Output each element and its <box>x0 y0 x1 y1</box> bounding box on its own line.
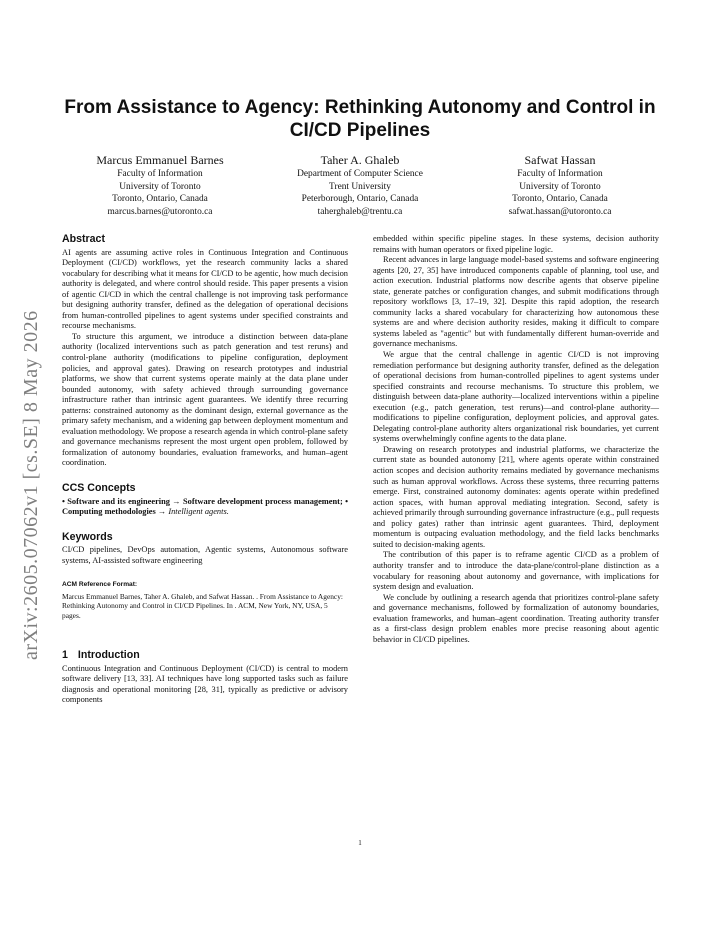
right-column <box>373 234 659 645</box>
keywords-text: CI/CD pipelines, DevOps automation, Agentic systems, Autonomous software systems, AI-assisted software engineering <box>62 545 348 565</box>
left-column <box>62 234 348 706</box>
author-organization: University of Toronto <box>119 181 201 192</box>
page-number: 1 <box>358 839 362 847</box>
intro-paragraph: The contribution of this paper is to reframe agentic CI/CD as a problem of authority transfer and to introduce the data-plane/control-plane distinction as a vocabulary for reasoning about autonomy and governance, with implications for system design and evaluation. <box>373 550 659 592</box>
ccs-text-italic: Intelligent agents. <box>168 507 229 517</box>
author-location: Toronto, Ontario, Canada <box>512 194 608 204</box>
author-organization: Trent University <box>329 181 391 192</box>
intro-paragraph: Continuous Integration and Continuous Deployment (CI/CD) is central to modern software delivery [13, 33]. AI techniques have long supported tasks such as failure diagnosis and operational monitoring [28, 31], typically as predictive or advisory components <box>62 663 348 705</box>
ccs-section <box>62 483 348 518</box>
author-name: Taher A. Ghaleb <box>320 153 400 167</box>
keywords-heading: Keywords <box>62 530 113 543</box>
abstract-paragraph: AI agents are assuming active roles in Continuous Integration and Continuous Deployment (CI/CD) workflows, yet the research community lacks a shared vocabulary for describing what it means for CI/CD to be agentic, how much decision authority is delegated, and where control should reside. This paper presents a vision of agentic CI/CD in which the central challenge is not improving task performance but designing authority transfer, defined as the delegation of operational decisions from human-controlled pipelines to agent systems under specified constraints and recourse mechanisms. <box>62 247 348 331</box>
intro-paragraph: Recent advances in large language model-based systems and software engineering agents [20, 27, 35] have introduced components capable of planning, tool use, and action execution. Industrial platforms now describe agents that observe pipeline state, generate patches or configuration changes, and submit modifications through repository workflows [3, 17–19, 32]. Despite this rapid adoption, the research community lacks a shared vocabulary for characterizing how autonomous these systems are and where decision authority resides, making it difficult to compare systems labeled as "agentic" but with fundamentally different human-override and governance mechanisms. <box>373 255 659 349</box>
intro-paragraph: Drawing on research prototypes and industrial platforms, we characterize the current state as bounded autonomy [21], where agents operate within constrained action scopes and decision authority remains mediated by governance mechanisms such as human approval workflows. Across these systems, three recurring patterns emerge. First, constrained autonomy dominates: agents operate within predefined action spaces, with human approval mediating integration. Second, safety is achieved primarily through surrounding governance infrastructure (e.g., pull requests and policy gates) rather than intrinsic agent guarantees. Third, deployment momentum is outpacing evaluation methodology, and the field lacks benchmarks suited to decision-making agents. <box>373 444 659 549</box>
abstract-heading: Abstract <box>62 233 105 245</box>
author-3 <box>460 153 660 218</box>
author-email[interactable]: marcus.barnes@utoronto.ca <box>107 206 213 217</box>
section-number: 1 <box>62 649 68 662</box>
ccs-concepts <box>62 497 348 518</box>
intro-paragraph: We argue that the central challenge in agentic CI/CD is not improving remediation performance but designing authority transfer, defined as the delegation of operational decisions from human-controlled pipelines to agent systems under specified constraints and recourse mechanisms. To structure this problem, we distinguish between data-plane authority—localized interventions within a pipeline execution (e.g., patch generation, test reruns)—and control-plane authority—modifications to pipeline configuration, deployment policies, and approval gates. Delegating control-plane authority alters organizational risk boundaries, yet current systems overwhelmingly confine agents to the data plane. <box>373 350 659 444</box>
keywords-section <box>62 532 348 567</box>
acm-reference-text: Marcus Emmanuel Barnes, Taher A. Ghaleb, and Safwat Hassan. . From Assistance to Agency: Rethinking Autonomy and Control in CI/CD Pipelines. In . ACM, New York, NY, USA, 5 pages. <box>62 591 343 620</box>
author-organization: University of Toronto <box>519 181 601 192</box>
author-department: Faculty of Information <box>517 169 603 179</box>
abstract-paragraph: To structure this argument, we introduce a distinction between data-plane authority (localized interventions such as patch generation and test reruns) and control-plane authority (modifications to pipeline configuration, deployment policies, and approval gates). Drawing on research prototypes and industrial platforms, we show that current systems operate mainly at the data plane under bounded autonomy, with safety achieved through surrounding governance infrastructure rather than intrinsic agent guarantees. We identify three recurring patterns: constrained autonomy as the dominant design, external governance as the primary safety mechanism, and a widening gap between deployment momentum and evaluation methodology. We propose a research agenda in which control-plane safety and governance mechanisms represent the most urgent open problem, followed by formalization of autonomy boundaries, evaluation frameworks, and human–agent coordination. <box>62 331 348 468</box>
author-name: Marcus Emmanuel Barnes <box>96 153 224 167</box>
author-email[interactable]: safwat.hassan@utoronto.ca <box>508 206 612 217</box>
section-title: Introduction <box>77 649 140 662</box>
arxiv-identifier: arXiv:2605.07062v1 [cs.SE] 8 May 2026 <box>20 310 42 660</box>
ccs-heading: CCS Concepts <box>62 482 136 495</box>
introduction-heading <box>62 650 348 661</box>
author-location: Peterborough, Ontario, Canada <box>301 194 419 204</box>
author-name: Safwat Hassan <box>524 153 596 167</box>
author-department: Department of Computer Science <box>297 169 423 179</box>
author-department: Faculty of Information <box>117 169 203 179</box>
author-1 <box>60 153 260 218</box>
author-location: Toronto, Ontario, Canada <box>112 194 208 204</box>
author-2 <box>260 153 460 218</box>
intro-paragraph: We conclude by outlining a research agenda that prioritizes control-plane safety and governance mechanisms, followed by formalization of autonomy boundaries, evaluation frameworks, and human–agent coordination. Treating authority transfer as a first-class design problem enables more precise reasoning about agentic behavior in CI/CD pipelines. <box>373 592 659 644</box>
acm-reference-heading: ACM Reference Format: <box>62 581 138 589</box>
abstract-section <box>62 234 348 469</box>
paper-title: From Assistance to Agency: Rethinking Autonomy and Control in CI/CD Pipelines <box>64 97 656 141</box>
ccs-text: • Software and its engineering → Software development process management; • Computing methodologies → <box>62 496 348 517</box>
author-email[interactable]: taherghaleb@trentu.ca <box>317 206 403 217</box>
author-block <box>60 153 660 218</box>
intro-paragraph-continued: embedded within specific pipeline stages. In these systems, decision authority remains with human operators or fixed pipeline logic. <box>373 234 659 254</box>
